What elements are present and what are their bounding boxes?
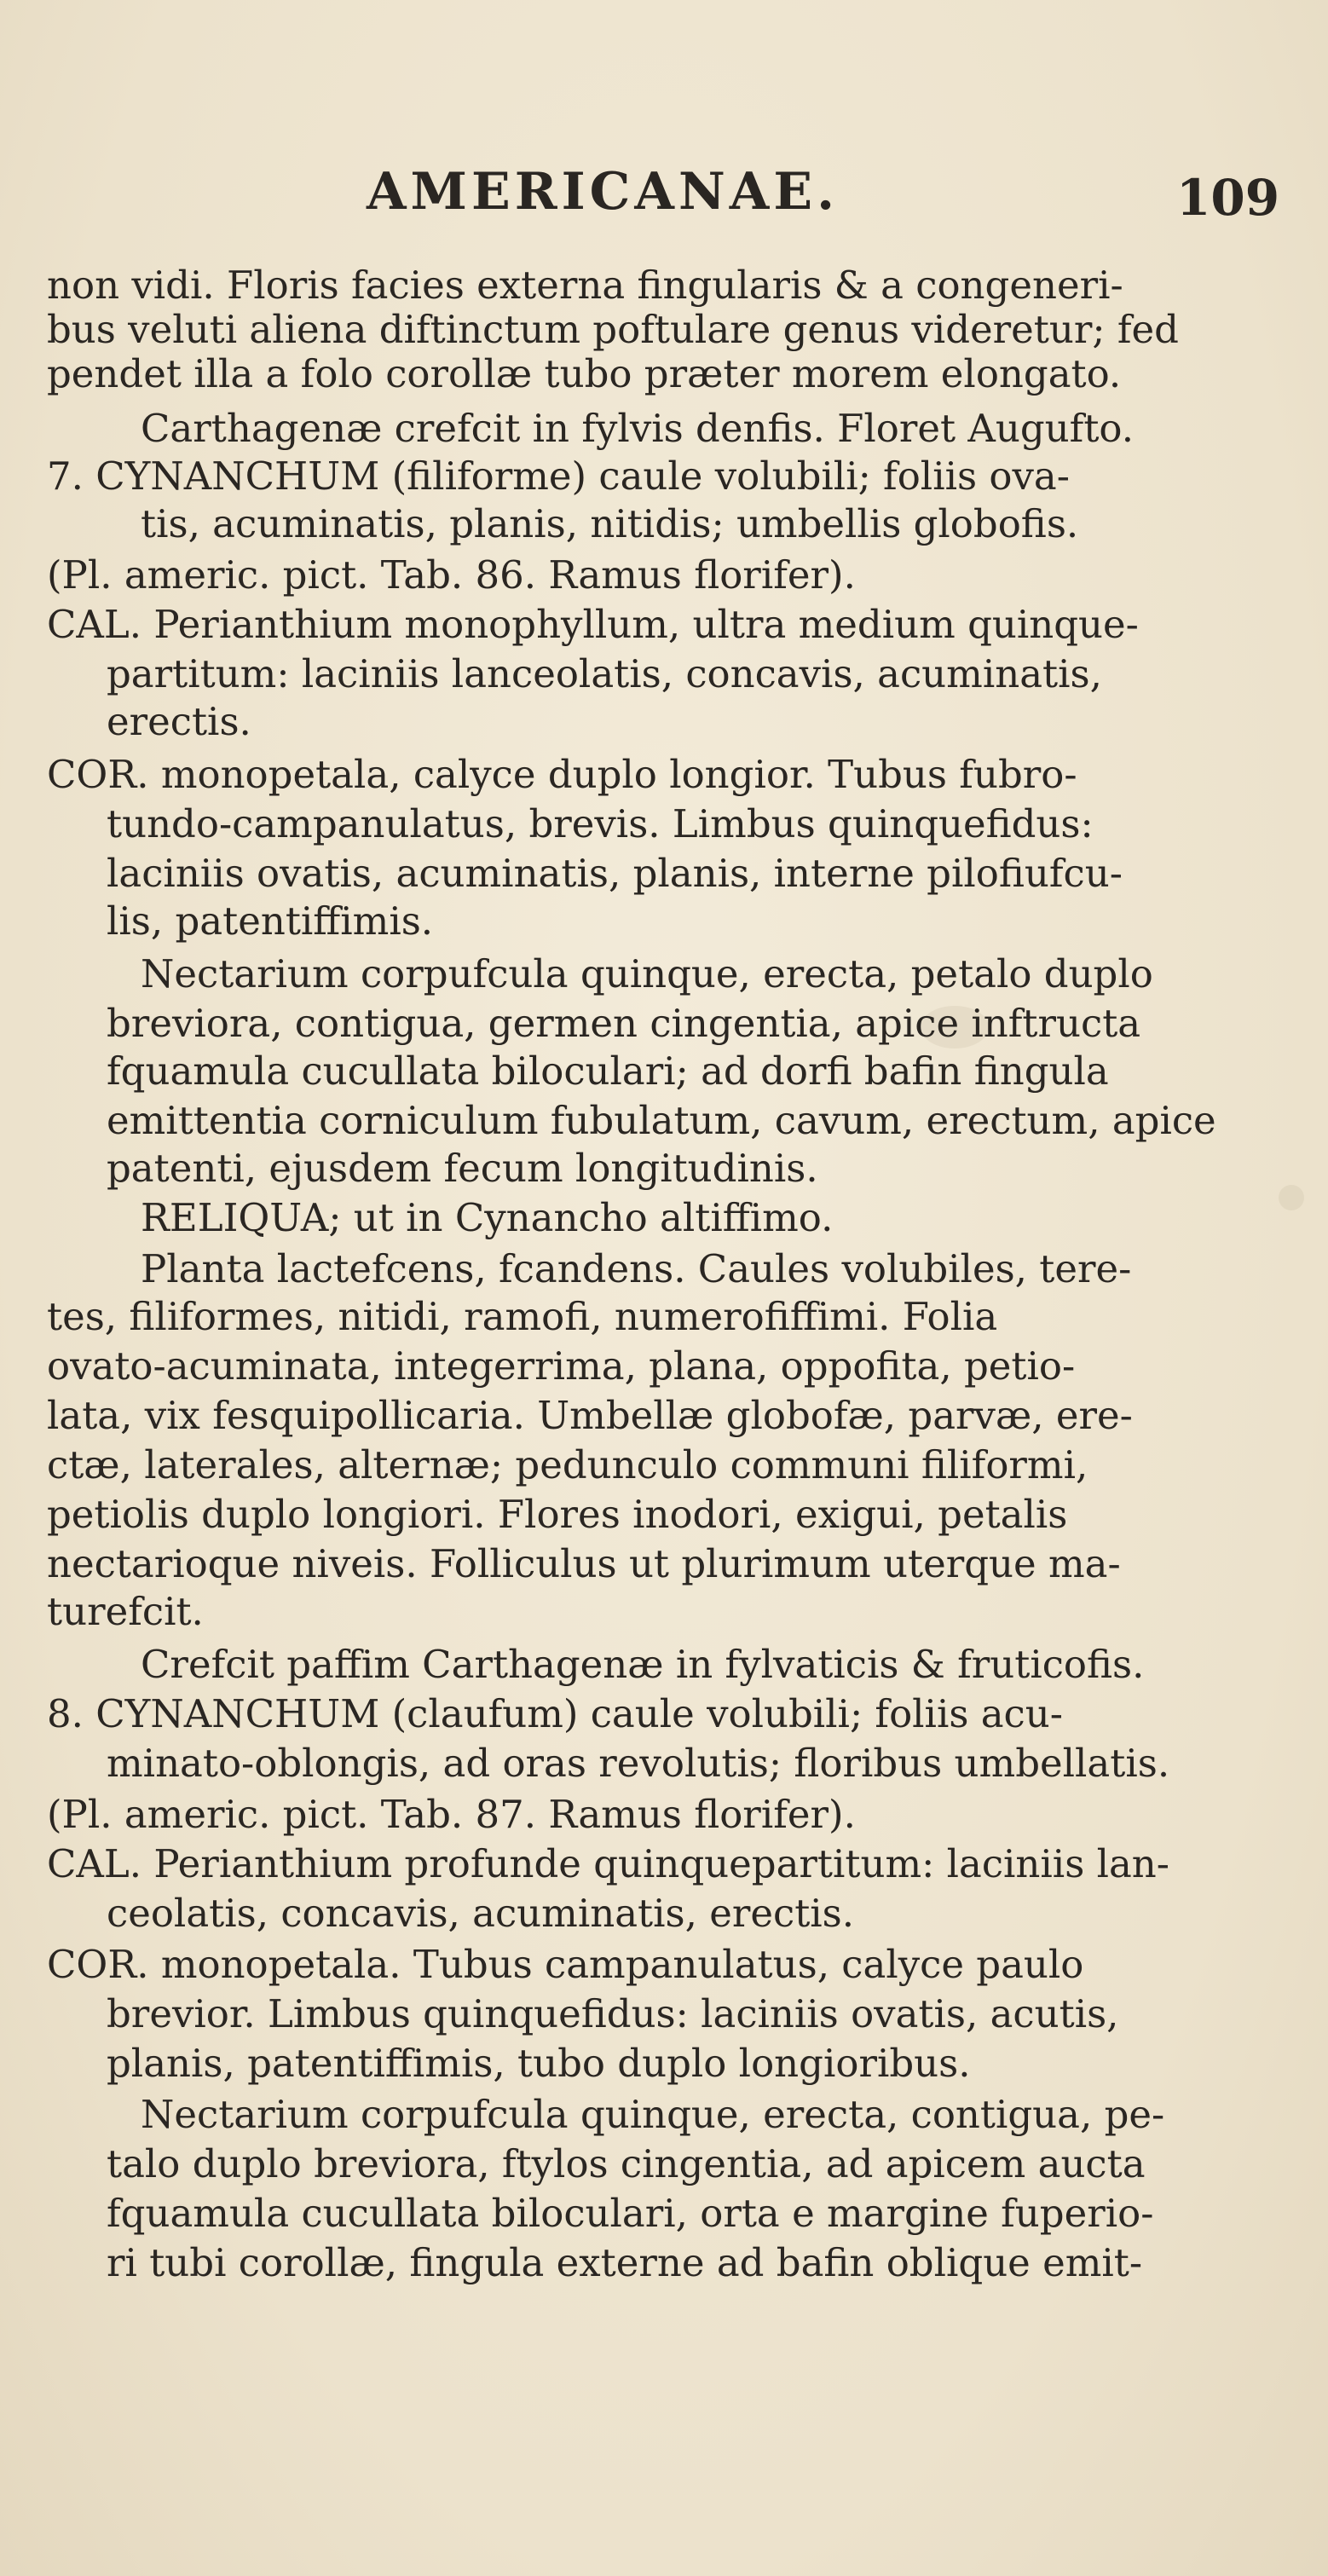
text-line: partitum: laciniis lanceolatis, concavis, acuminatis, (107, 651, 1102, 696)
corolla-heading: COR. monopetala, calyce duplo longior. Tubus fubro- (47, 752, 1077, 797)
text-line: brevior. Limbus quinquefidus: laciniis ovatis, acutis, (107, 1991, 1119, 2036)
text-line: RELIQUA; ut in Cynancho altiffimo. (141, 1195, 834, 1240)
calyx-heading: CAL. Perianthium monophyllum, ultra medium quinque- (47, 602, 1139, 647)
text-line: tundo-campanulatus, brevis. Limbus quinquefidus: (107, 801, 1094, 846)
text-line: fquamula cucullata biloculari; ad dorfi bafin fingula (107, 1048, 1109, 1094)
text-line: minato-oblongis, ad oras revolutis; floribus umbellatis. (107, 1741, 1170, 1786)
text-line: ri tubi corollæ, fingula externe ad bafin oblique emit- (107, 2240, 1143, 2285)
text-line: planis, patentiffimis, tubo duplo longioribus. (107, 2041, 971, 2086)
text-line: Nectarium corpufcula quinque, erecta, petalo duplo (141, 951, 1153, 996)
text-line: bus veluti aliena diftinctum poftulare genus videretur; fed (47, 307, 1179, 352)
text-line: turefcit. (47, 1589, 204, 1634)
plate-reference: (Pl. americ. pict. Tab. 87. Ramus florifer). (47, 1792, 856, 1837)
text-line: patenti, ejusdem fecum longitudinis. (107, 1146, 818, 1191)
page-number: 109 (1176, 169, 1280, 227)
text-line: ctæ, laterales, alternæ; pedunculo communi filiformi, (47, 1442, 1088, 1487)
text-line: ceolatis, concavis, acuminatis, erectis. (107, 1891, 855, 1936)
text-line: petiolis duplo longiori. Flores inodori, exigui, petalis (47, 1492, 1068, 1537)
text-line: Crefcit paffim Carthagenæ in fylvaticis & fruticofis. (141, 1642, 1145, 1687)
text-line: Nectarium corpufcula quinque, erecta, contigua, pe- (141, 2092, 1165, 2137)
text-line: pendet illa a folo corollæ tubo præter morem elongato. (47, 351, 1122, 396)
calyx-heading: CAL. Perianthium profunde quinquepartitum: laciniis lan- (47, 1841, 1169, 1886)
text-line: fquamula cucullata biloculari, orta e margine fuperio- (107, 2191, 1154, 2236)
text-line: breviora, contigua, germen cingentia, apice inftructa (107, 1001, 1141, 1046)
text-line: tis, acuminatis, planis, nitidis; umbellis globofis. (141, 501, 1079, 546)
text-line: tes, filiformes, nitidi, ramofi, numerofiffimi. Folia (47, 1294, 998, 1339)
text-line: non vidi. Floris facies externa fingularis & a congeneri- (47, 263, 1123, 308)
paper-stain (1279, 1185, 1304, 1210)
text-line: Carthagenæ crefcit in fylvis denfis. Floret Augufto. (141, 406, 1135, 451)
running-head: AMERICANAE. (367, 162, 839, 222)
text-line: lata, vix fesquipollicaria. Umbellæ globofæ, parvæ, ere- (47, 1393, 1133, 1438)
plate-reference: (Pl. americ. pict. Tab. 86. Ramus florifer). (47, 552, 856, 598)
text-line: lis, patentiffimis. (107, 898, 434, 944)
corolla-heading: COR. monopetala. Tubus campanulatus, calyce paulo (47, 1942, 1084, 1987)
text-line: talo duplo breviora, ftylos cingentia, ad apicem aucta (107, 2141, 1146, 2186)
text-line: Planta lactefcens, fcandens. Caules volubiles, tere- (141, 1246, 1132, 1291)
text-line: ovato-acuminata, integerrima, plana, oppofita, petio- (47, 1343, 1076, 1389)
species-heading: 8. CYNANCHUM (claufum) caule volubili; foliis acu- (47, 1691, 1063, 1736)
text-line: nectarioque niveis. Folliculus ut plurimum uterque ma- (47, 1541, 1121, 1586)
species-heading: 7. CYNANCHUM (filiforme) caule volubili; foliis ova- (47, 453, 1070, 499)
text-line: emittentia corniculum fubulatum, cavum, erectum, apice (107, 1098, 1216, 1143)
text-line: erectis. (107, 699, 251, 744)
text-line: laciniis ovatis, acuminatis, planis, interne pilofiufcu- (107, 851, 1123, 896)
